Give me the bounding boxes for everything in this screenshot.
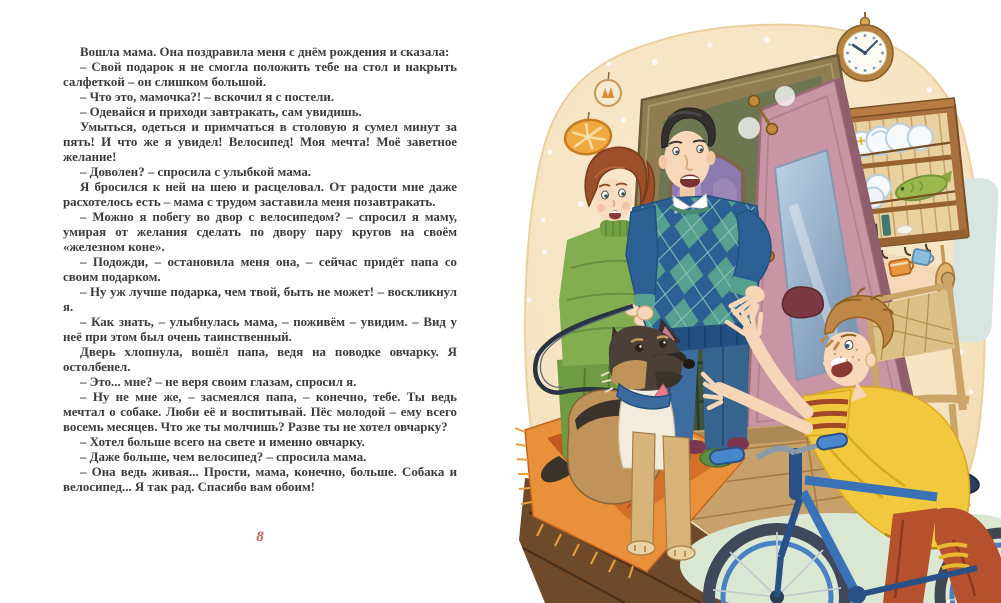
story-paragraph: – Хотел больше всего на свете и именно овчарку.: [80, 435, 365, 449]
story-paragraph: – Подожди, – остановила меня она, – сейчас придёт папа со своим подарком.: [63, 255, 457, 284]
story-paragraph: – Она ведь живая... Прости, мама, конечно, больше. Собака и велосипед... Я так рад. Спасибо вам обоим!: [63, 465, 457, 494]
story-paragraph: – Можно я побегу во двор с велосипедом? – спросил я маму, умирая от желания сделать по двору пару кругов на своём «железном коне».: [63, 210, 457, 254]
page-number: 8: [256, 529, 264, 545]
story-paragraph: Умыться, одеться и примчаться в столовую я сумел минут за пять! И что же я увидел! Велосипед! Моя мечта! Моё заветное желание!: [63, 120, 457, 164]
story-text: [63, 45, 457, 495]
story-paragraph: – Ну уж лучше подарка, чем твой, быть не может! – воскликнул я.: [63, 285, 457, 314]
maroon-bag: [782, 287, 823, 318]
story-paragraph: Вошла мама. Она поздравила меня с днём рождения и сказала:: [80, 45, 450, 59]
story-paragraph: – Это... мне? – не веря своим глазам, спросил я.: [80, 375, 357, 389]
story-paragraph: Дверь хлопнула, вошёл папа, ведя на поводке овчарку. Я остолбенел.: [63, 345, 457, 374]
story-paragraph: – Одевайся и приходи завтракать, сам увидишь.: [80, 105, 362, 119]
story-paragraph: Я бросился к ней на шею и расцеловал. От радости мне даже расхотелось есть – мама с трудом заставила меня позавтракать.: [63, 180, 457, 209]
wall-clock: [837, 12, 893, 81]
story-paragraph: – Свой подарок я не смогла положить тебе на стол и накрыть салфеткой – он слишком большой.: [63, 60, 457, 89]
story-paragraph: – Что это, мамочка?! – вскочил я с постели.: [80, 90, 335, 104]
story-paragraph: – Доволен? – спросила с улыбкой мама.: [80, 165, 311, 179]
story-paragraph: – Ну не мне же, – засмеялся папа, – конечно, тебе. Ты ведь мечтал о собаке. Люби её и воспитывай. Пёс молодой – ему всего восемь месяцев. Что же ты молчишь? Разве ты не хотел овчарку?: [63, 390, 457, 434]
story-paragraph: – Даже больше, чем велосипед? – спросила мама.: [80, 450, 367, 464]
illustration: [505, 0, 1001, 603]
story-paragraph: – Как знать, – улыбнулась мама, – поживём – увидим. – Вид у неё при этом был очень таинственный.: [63, 315, 457, 344]
